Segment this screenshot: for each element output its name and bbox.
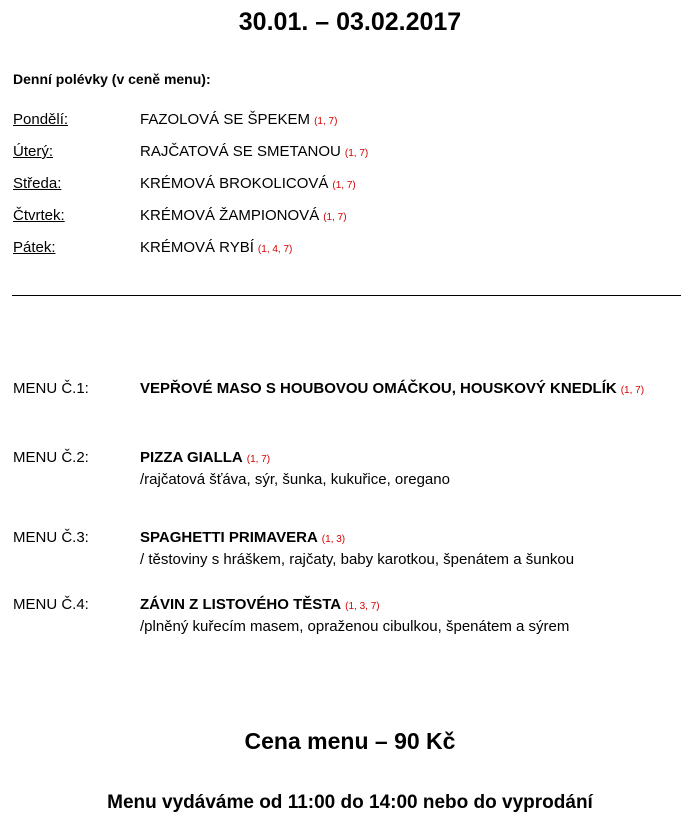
menu-dish (140, 449, 270, 466)
allergens: (1, 3, 7) (345, 601, 380, 612)
allergens: (1, 7) (620, 385, 645, 396)
menu-dish (140, 529, 345, 546)
menu-price: Cena menu – 90 Kč (244, 728, 456, 754)
soup-dish (140, 175, 356, 192)
soup-dish-name: KRÉMOVÁ RYBÍ (140, 239, 254, 256)
allergens: (1, 7) (314, 116, 338, 127)
allergens: (1, 3) (321, 534, 346, 545)
menu-dish-name: PIZZA GIALLA (140, 449, 243, 466)
soup-dish (140, 143, 368, 160)
soup-day: Čtvrtek: (13, 207, 65, 224)
soup-dish-name: RAJČATOVÁ SE SMETANOU (140, 143, 341, 160)
soup-day: Úterý: (13, 143, 54, 160)
allergens: (1, 7) (344, 148, 369, 159)
soup-dish-name: KRÉMOVÁ ŽAMPIONOVÁ (140, 207, 320, 224)
soup-dish (140, 207, 347, 224)
soup-day: Pátek: (13, 239, 56, 256)
menu-label: MENU Č.4: (13, 596, 89, 613)
soup-row-friday (13, 239, 663, 259)
soups-heading: Denní polévky (v ceně menu): (13, 71, 211, 87)
soup-dish (140, 239, 292, 256)
allergens: (1, 7) (323, 212, 347, 223)
serving-hours: Menu vydáváme od 11:00 do 14:00 nebo do vyprodání (107, 792, 593, 813)
soup-day: Pondělí: (13, 111, 69, 128)
soup-day: Středa: (13, 175, 62, 192)
menu-description: /plněný kuřecím masem, opraženou cibulkou, špenátem a sýrem (140, 618, 570, 635)
menu-dish (140, 596, 380, 613)
soup-row-tuesday (13, 143, 663, 163)
section-divider (12, 295, 681, 296)
menu-label: MENU Č.3: (13, 529, 89, 546)
menu-dish-name: SPAGHETTI PRIMAVERA (140, 529, 318, 546)
page-title: 30.01. – 03.02.2017 (238, 8, 462, 36)
allergens: (1, 7) (246, 454, 271, 465)
menu-description: / těstoviny s hráškem, rajčaty, baby karotkou, špenátem a šunkou (140, 551, 575, 568)
soup-row-thursday (13, 207, 663, 227)
soup-dish-name: FAZOLOVÁ SE ŠPEKEM (140, 111, 311, 128)
menu-dish (140, 380, 644, 397)
menu-label: MENU Č.1: (13, 380, 89, 397)
allergens: (1, 7) (332, 180, 356, 191)
soup-row-monday (13, 111, 663, 131)
soup-dish-name: KRÉMOVÁ BROKOLICOVÁ (140, 175, 329, 192)
soup-dish (140, 111, 337, 128)
soup-row-wednesday (13, 175, 663, 195)
allergens: (1, 4, 7) (257, 244, 293, 255)
menu-dish-name: VEPŘOVÉ MASO S HOUBOVOU OMÁČKOU, HOUSKOVÝ KNEDLÍK (140, 380, 617, 397)
menu-label: MENU Č.2: (13, 449, 89, 466)
menu-description: /rajčatová šťáva, sýr, šunka, kukuřice, oregano (140, 471, 450, 488)
menu-dish-name: ZÁVIN Z LISTOVÉHO TĚSTA (140, 596, 342, 613)
